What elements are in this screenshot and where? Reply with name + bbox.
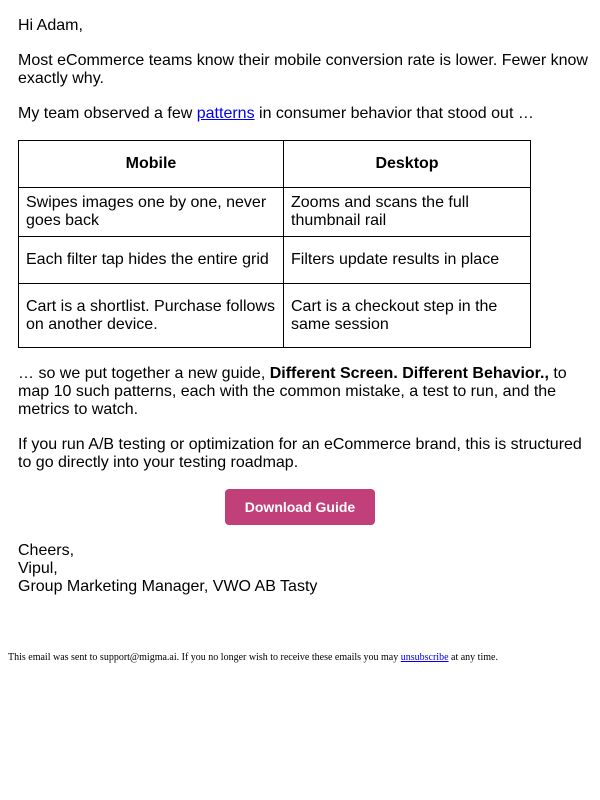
table-cell-mobile: Swipes images one by one, never goes back	[19, 188, 284, 237]
patterns-link[interactable]: patterns	[196, 105, 255, 122]
table-row	[19, 237, 531, 284]
table-cell-desktop: Cart is a checkout step in the same session	[284, 284, 531, 348]
signoff-name: Vipul,	[18, 560, 58, 577]
table-cell-mobile: Cart is a shortlist. Purchase follows on another device.	[19, 284, 284, 348]
observed-paragraph	[18, 105, 588, 123]
header-mobile: Mobile	[19, 141, 284, 188]
footer-text-before: This email was sent to support@migma.ai. If you no longer wish to receive these emails you may	[8, 652, 401, 663]
table-cell-mobile: Each filter tap hides the entire grid	[19, 237, 284, 284]
email-footer	[8, 652, 498, 664]
guide-paragraph	[18, 365, 588, 419]
table-row	[19, 188, 531, 237]
observed-text-after: in consumer behavior that stood out …	[254, 105, 534, 122]
ab-testing-paragraph: If you run A/B testing or optimization for an eCommerce brand, this is structured to go directly into your testing roadmap.	[18, 436, 582, 471]
cta-container	[18, 489, 582, 525]
guide-text-after: to map 10 such patterns, each with the common mistake, a test to run, and the metrics to watch.	[18, 365, 567, 418]
signoff	[18, 542, 588, 596]
email-body	[18, 17, 588, 596]
intro-paragraph: Most eCommerce teams know their mobile conversion rate is lower. Fewer know exactly why.	[18, 52, 588, 87]
footer-text-after: at any time.	[448, 652, 498, 663]
table-cell-desktop: Filters update results in place	[284, 237, 531, 284]
comparison-table	[18, 140, 531, 348]
table-cell-desktop: Zooms and scans the full thumbnail rail	[284, 188, 531, 237]
table-header-row	[19, 141, 531, 188]
table-row	[19, 284, 531, 348]
signoff-title: Group Marketing Manager, VWO AB Tasty	[18, 578, 318, 595]
signoff-cheers: Cheers,	[18, 542, 75, 559]
unsubscribe-link[interactable]: unsubscribe	[400, 652, 449, 663]
header-desktop: Desktop	[284, 141, 531, 188]
greeting: Hi Adam,	[18, 17, 83, 34]
guide-title: Different Screen. Different Behavior.,	[269, 365, 549, 382]
guide-text-before: … so we put together a new guide,	[18, 365, 270, 382]
download-guide-button[interactable]: Download Guide	[225, 489, 375, 525]
observed-text-before: My team observed a few	[18, 105, 197, 122]
